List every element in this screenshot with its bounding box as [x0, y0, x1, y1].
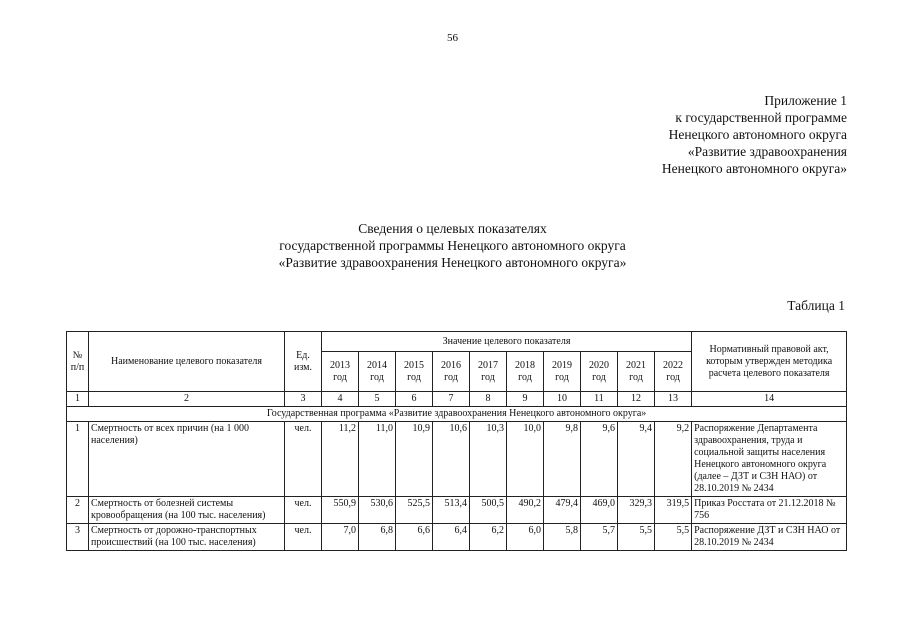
indicator-value: 6,4: [433, 524, 470, 551]
row-num: 1: [67, 422, 89, 497]
header-year: 2016 год: [433, 352, 470, 392]
table-body: [67, 407, 847, 551]
indicator-name: Смертность от дорожно-транспортных происшествий (на 100 тыс. населения): [89, 524, 285, 551]
appendix-line: Ненецкого автономного округа: [668, 127, 847, 142]
section-title: Государственная программа «Развитие здравоохранения Ненецкого автономного округа»: [67, 407, 847, 422]
title-line: «Развитие здравоохранения Ненецкого автономного округа»: [278, 255, 627, 270]
indicator-value: 9,8: [544, 422, 581, 497]
indicator-value: 6,0: [507, 524, 544, 551]
column-number: 10: [544, 392, 581, 407]
indicators-table: [66, 331, 847, 551]
table-row: [67, 422, 847, 497]
indicator-value: 490,2: [507, 497, 544, 524]
table-row: [67, 497, 847, 524]
column-number: 13: [655, 392, 692, 407]
indicator-value: 479,4: [544, 497, 581, 524]
header-year: 2018 год: [507, 352, 544, 392]
column-number-row: [67, 392, 847, 407]
legal-act: Распоряжение Департамента здравоохранения, труда и социальной защиты населения Ненецкого автономного округа (далее – ДЗТ и СЗН НАО) от 28.10.2019 № 2434: [692, 422, 847, 497]
table-label: Таблица 1: [787, 298, 845, 313]
appendix-line: Приложение 1: [764, 93, 847, 108]
column-number: 14: [692, 392, 847, 407]
indicator-value: 329,3: [618, 497, 655, 524]
indicator-value: 9,6: [581, 422, 618, 497]
indicator-value: 10,9: [396, 422, 433, 497]
indicator-value: 11,2: [322, 422, 359, 497]
indicator-value: 525,5: [396, 497, 433, 524]
column-number: 11: [581, 392, 618, 407]
indicator-value: 5,8: [544, 524, 581, 551]
indicator-value: 319,5: [655, 497, 692, 524]
legal-act: Распоряжение ДЗТ и СЗН НАО от 28.10.2019 № 2434: [692, 524, 847, 551]
indicator-value: 6,2: [470, 524, 507, 551]
row-num: 3: [67, 524, 89, 551]
header-year: 2022 год: [655, 352, 692, 392]
page-number: 56: [447, 32, 458, 44]
indicator-value: 9,2: [655, 422, 692, 497]
indicator-value: 550,9: [322, 497, 359, 524]
indicator-value: 10,3: [470, 422, 507, 497]
indicator-value: 9,4: [618, 422, 655, 497]
indicator-value: 6,8: [359, 524, 396, 551]
appendix-line: к государственной программе: [675, 110, 847, 125]
header-values-group: Значение целевого показателя: [322, 332, 692, 352]
legal-act: Приказ Росстата от 21.12.2018 № 756: [692, 497, 847, 524]
title-line: Сведения о целевых показателях: [358, 221, 547, 236]
header-year: 2017 год: [470, 352, 507, 392]
indicator-value: 5,7: [581, 524, 618, 551]
column-number: 1: [67, 392, 89, 407]
column-number: 12: [618, 392, 655, 407]
column-number: 2: [89, 392, 285, 407]
indicator-value: 513,4: [433, 497, 470, 524]
indicator-name: Смертность от болезней системы кровообращения (на 100 тыс. населения): [89, 497, 285, 524]
indicator-name: Смертность от всех причин (на 1 000 населения): [89, 422, 285, 497]
column-number: 5: [359, 392, 396, 407]
column-number: 8: [470, 392, 507, 407]
appendix-line: Ненецкого автономного округа»: [661, 161, 847, 176]
header-year: 2014 год: [359, 352, 396, 392]
header-year: 2021 год: [618, 352, 655, 392]
indicator-value: 5,5: [655, 524, 692, 551]
indicator-value: 469,0: [581, 497, 618, 524]
indicator-value: 11,0: [359, 422, 396, 497]
title-line: государственной программы Ненецкого автономного округа: [279, 238, 626, 253]
indicator-value: 500,5: [470, 497, 507, 524]
indicator-value: 10,0: [507, 422, 544, 497]
indicator-value: 6,6: [396, 524, 433, 551]
unit: чел.: [285, 524, 322, 551]
column-number: 9: [507, 392, 544, 407]
column-number: 6: [396, 392, 433, 407]
indicator-value: 7,0: [322, 524, 359, 551]
header-year: 2013 год: [322, 352, 359, 392]
header-act: Нормативный правовой акт, которым утвержден методика расчета целевого показателя: [692, 332, 847, 392]
document-title: [0, 220, 905, 271]
table-row: [67, 524, 847, 551]
column-number: 7: [433, 392, 470, 407]
header-unit: Ед. изм.: [285, 332, 322, 392]
indicator-value: 10,6: [433, 422, 470, 497]
row-num: 2: [67, 497, 89, 524]
indicator-value: 5,5: [618, 524, 655, 551]
header-year: 2015 год: [396, 352, 433, 392]
column-number: 4: [322, 392, 359, 407]
header-name: Наименование целевого показателя: [89, 332, 285, 392]
indicator-value: 530,6: [359, 497, 396, 524]
header-year: 2019 год: [544, 352, 581, 392]
column-number: 3: [285, 392, 322, 407]
unit: чел.: [285, 497, 322, 524]
appendix-heading: [662, 92, 847, 177]
header-num: № п/п: [67, 332, 89, 392]
header-year: 2020 год: [581, 352, 618, 392]
unit: чел.: [285, 422, 322, 497]
appendix-line: «Развитие здравоохранения: [687, 144, 847, 159]
